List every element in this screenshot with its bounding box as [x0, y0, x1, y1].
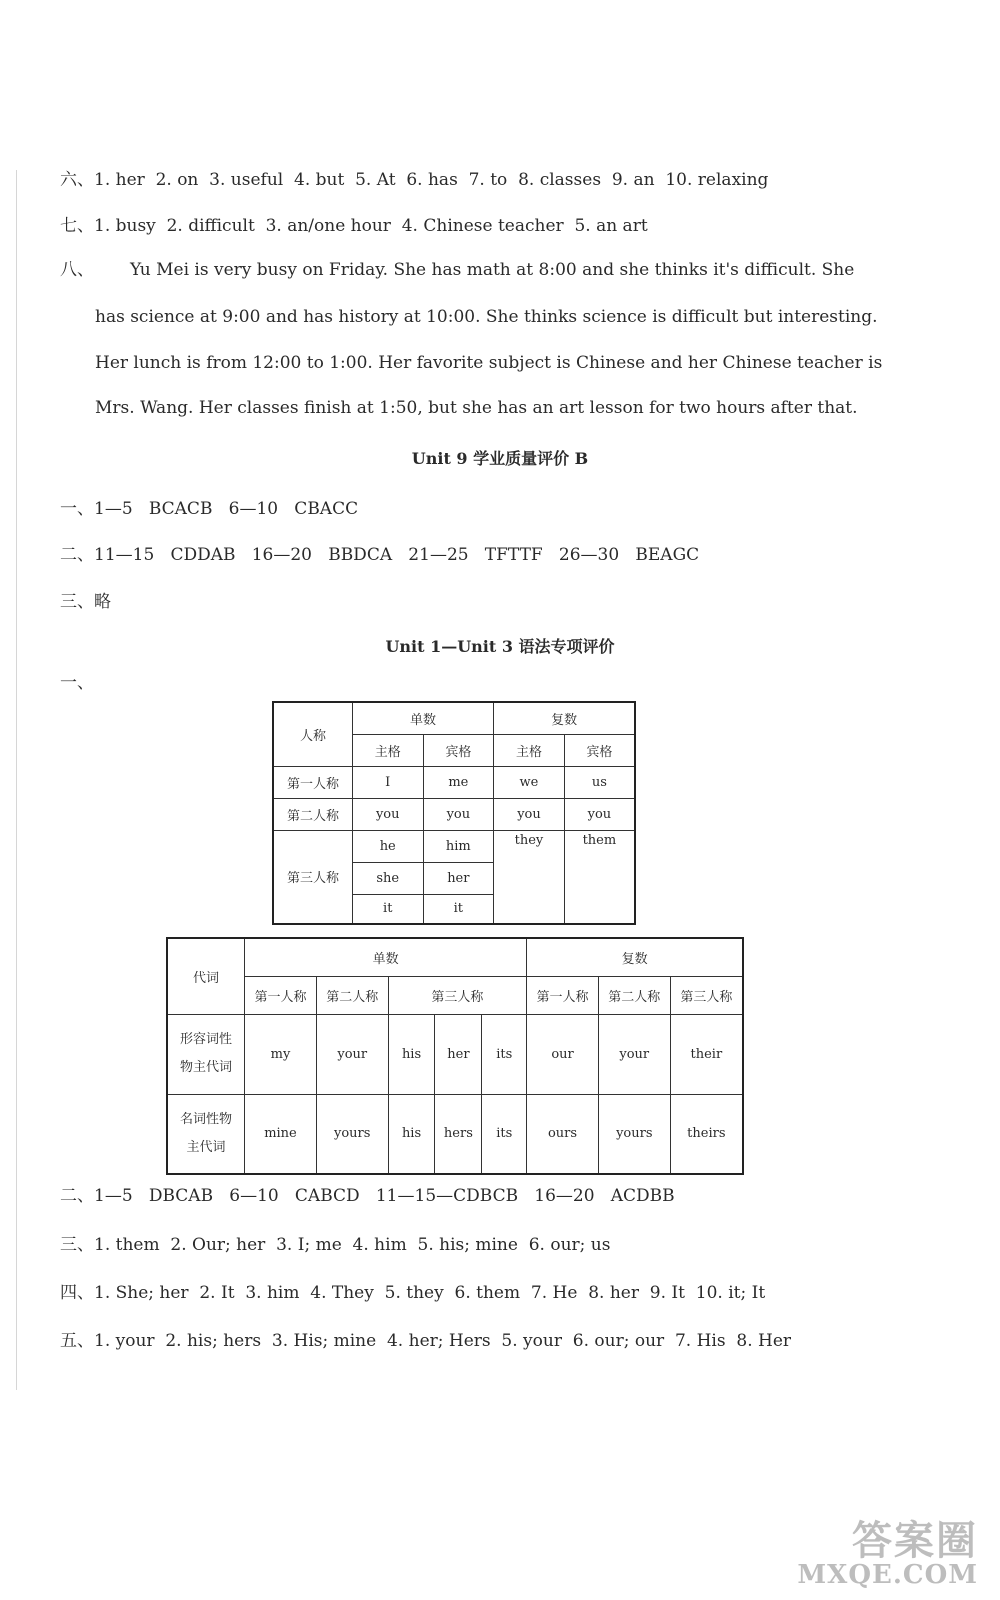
row-label: 第三人称 — [273, 830, 352, 924]
table-cell: we — [494, 766, 565, 798]
table-cell: they — [494, 830, 565, 924]
site-watermark — [778, 1517, 978, 1591]
header-plural: 复数 — [527, 938, 743, 976]
table-cell: your — [316, 1014, 388, 1094]
grammar-heading: Unit 1—Unit 3 语法专项评价 — [385, 637, 615, 656]
possessive-pronoun-table — [166, 937, 744, 1175]
grammar-answer-2: 二、1—5 DBCAB 6—10 CABCD 11—15—CDBCB 16—20 ACDBB — [60, 1186, 675, 1206]
composition-line-1: Yu Mei is very busy on Friday. She has math at 8:00 and she thinks it's difficult. She — [130, 260, 855, 280]
table-cell: mine — [245, 1094, 317, 1174]
row-label — [167, 1014, 245, 1094]
composition-line-2: has science at 9:00 and has history at 10:00. She thinks science is difficult but interesting. — [95, 307, 878, 327]
table-cell: your — [598, 1014, 670, 1094]
watermark-logo-text: 答案圈 — [852, 1517, 978, 1565]
table-cell: its — [482, 1094, 527, 1174]
header-person: 人称 — [273, 702, 352, 766]
margin-rule — [16, 170, 17, 1390]
table-cell: you — [494, 798, 565, 830]
personal-pronoun-table — [272, 701, 636, 925]
grammar-answer-1-label: 一、 — [60, 673, 94, 693]
table-cell: it — [352, 894, 423, 924]
row-label — [167, 1094, 245, 1174]
table-row — [273, 830, 635, 862]
table-cell: yours — [598, 1094, 670, 1174]
header-subjective: 主格 — [352, 734, 423, 766]
unit9-answer-1: 一、1—5 BCACB 6—10 CBACC — [60, 499, 359, 519]
watermark-url: MXQE.COM — [797, 1560, 978, 1591]
header-subjective: 主格 — [494, 734, 565, 766]
table-cell: you — [423, 798, 494, 830]
table-cell: his — [388, 1094, 435, 1174]
unit9-heading: Unit 9 学业质量评价 B — [411, 449, 589, 468]
row-label-line: 物主代词 — [180, 1060, 233, 1075]
answer-line-7: 七、1. busy 2. difficult 3. an/one hour 4. Chinese teacher 5. an art — [60, 216, 648, 236]
header-person: 第三人称 — [670, 976, 743, 1014]
header-objective: 宾格 — [564, 734, 635, 766]
header-person: 第二人称 — [598, 976, 670, 1014]
composition-line-3: Her lunch is from 12:00 to 1:00. Her favorite subject is Chinese and her Chinese teacher is — [95, 353, 883, 373]
header-person: 第二人称 — [316, 976, 388, 1014]
unit9-answer-2: 二、11—15 CDDAB 16—20 BBDCA 21—25 TFTTF 26—30 BEAGC — [60, 545, 700, 565]
header-person: 第三人称 — [388, 976, 527, 1014]
table-cell: she — [352, 862, 423, 894]
header-objective: 宾格 — [423, 734, 494, 766]
table-cell: him — [423, 830, 494, 862]
row-label-line: 名词性物 — [180, 1111, 233, 1127]
table-cell: I — [352, 766, 423, 798]
table-cell: my — [245, 1014, 317, 1094]
table-cell: them — [564, 830, 635, 924]
table-cell: ours — [527, 1094, 599, 1174]
table-cell: hers — [435, 1094, 482, 1174]
table-cell: us — [564, 766, 635, 798]
table-cell: theirs — [670, 1094, 743, 1174]
header-singular: 单数 — [352, 702, 493, 734]
table-row — [167, 1094, 743, 1174]
unit9-answer-3: 三、略 — [60, 592, 111, 612]
table-cell: their — [670, 1014, 743, 1094]
composition-line-4: Mrs. Wang. Her classes finish at 1:50, but she has an art lesson for two hours after that. — [95, 398, 858, 418]
table-cell: you — [564, 798, 635, 830]
table-row — [273, 798, 635, 830]
header-person: 第一人称 — [245, 976, 317, 1014]
table-cell: me — [423, 766, 494, 798]
answer-line-6: 六、1. her 2. on 3. useful 4. but 5. At 6. has 7. to 8. classes 9. an 10. relaxing — [60, 170, 769, 190]
table-cell: he — [352, 830, 423, 862]
table-cell: you — [352, 798, 423, 830]
table-row — [273, 766, 635, 798]
table-cell: it — [423, 894, 494, 924]
table-row — [167, 1014, 743, 1094]
table-cell: yours — [316, 1094, 388, 1174]
table-cell: his — [388, 1014, 435, 1094]
table-cell: our — [527, 1014, 599, 1094]
table-cell: its — [482, 1014, 527, 1094]
grammar-answer-4: 四、1. She; her 2. It 3. him 4. They 5. they 6. them 7. He 8. her 9. It 10. it; It — [60, 1283, 766, 1303]
header-singular: 单数 — [245, 938, 527, 976]
header-person: 第一人称 — [527, 976, 599, 1014]
row-label-line: 主代词 — [186, 1139, 226, 1155]
row-label: 第一人称 — [273, 766, 352, 798]
table-cell: her — [423, 862, 494, 894]
grammar-answer-5: 五、1. your 2. his; hers 3. His; mine 4. her; Hers 5. your 6. our; our 7. His 8. Her — [60, 1331, 792, 1351]
grammar-answer-3: 三、1. them 2. Our; her 3. I; me 4. him 5. his; mine 6. our; us — [60, 1235, 611, 1255]
answer-line-8-label: 八、 — [60, 260, 94, 280]
row-label-line: 形容词性 — [180, 1032, 233, 1047]
table-cell: her — [435, 1014, 482, 1094]
header-plural: 复数 — [494, 702, 635, 734]
header-pronoun: 代词 — [167, 938, 245, 1014]
row-label: 第二人称 — [273, 798, 352, 830]
